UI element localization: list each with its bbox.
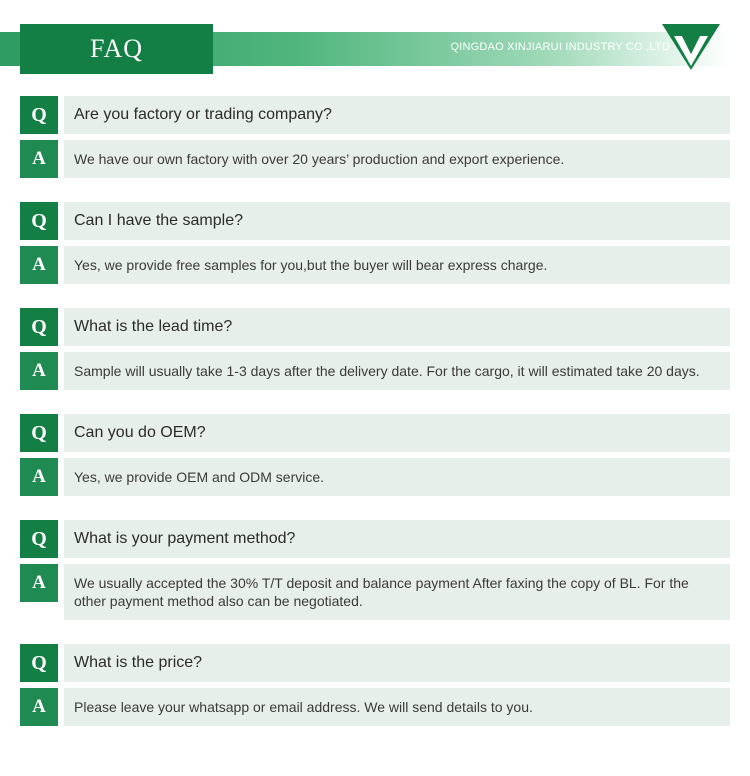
answer-badge: A <box>20 458 58 496</box>
question-badge: Q <box>20 202 58 240</box>
faq-item <box>20 414 730 520</box>
faq-item <box>20 308 730 414</box>
question-badge: Q <box>20 96 58 134</box>
answer-badge: A <box>20 246 58 284</box>
answer-text: Please leave your whatsapp or email address. We will send details to you. <box>64 688 730 726</box>
answer-text: Sample will usually take 1-3 days after the delivery date. For the cargo, it will estimated take 20 days. <box>64 352 730 390</box>
question-row <box>20 308 730 346</box>
question-badge: Q <box>20 520 58 558</box>
answer-text: We usually accepted the 30% T/T deposit and balance payment After faxing the copy of BL. For the other payment method also can be negotiated. <box>64 564 730 620</box>
answer-row <box>20 458 730 496</box>
question-row <box>20 520 730 558</box>
question-text: What is the price? <box>64 644 730 682</box>
answer-row <box>20 564 730 620</box>
question-badge: Q <box>20 414 58 452</box>
question-badge: Q <box>20 308 58 346</box>
answer-badge: A <box>20 688 58 726</box>
answer-badge: A <box>20 564 58 602</box>
answer-text: Yes, we provide free samples for you,but the buyer will bear express charge. <box>64 246 730 284</box>
answer-row <box>20 246 730 284</box>
faq-header <box>0 24 750 74</box>
question-row <box>20 202 730 240</box>
question-badge: Q <box>20 644 58 682</box>
question-text: What is your payment method? <box>64 520 730 558</box>
faq-item <box>20 96 730 202</box>
faq-item <box>20 520 730 644</box>
faq-item <box>20 202 730 308</box>
answer-badge: A <box>20 352 58 390</box>
faq-list <box>20 96 730 750</box>
answer-row <box>20 688 730 726</box>
answer-text: Yes, we provide OEM and ODM service. <box>64 458 730 496</box>
answer-row <box>20 352 730 390</box>
question-row <box>20 414 730 452</box>
page-title: FAQ <box>20 24 213 74</box>
v-triangle-logo-icon <box>660 24 732 74</box>
question-text: Can you do OEM? <box>64 414 730 452</box>
answer-text: We have our own factory with over 20 years’ production and export experience. <box>64 140 730 178</box>
question-row <box>20 96 730 134</box>
question-row <box>20 644 730 682</box>
question-text: Can I have the sample? <box>64 202 730 240</box>
company-name: QINGDAO XINJIARUI INDUSTRY CO.,LTD <box>450 41 670 53</box>
answer-badge: A <box>20 140 58 178</box>
question-text: What is the lead time? <box>64 308 730 346</box>
faq-item <box>20 644 730 750</box>
question-text: Are you factory or trading company? <box>64 96 730 134</box>
answer-row <box>20 140 730 178</box>
